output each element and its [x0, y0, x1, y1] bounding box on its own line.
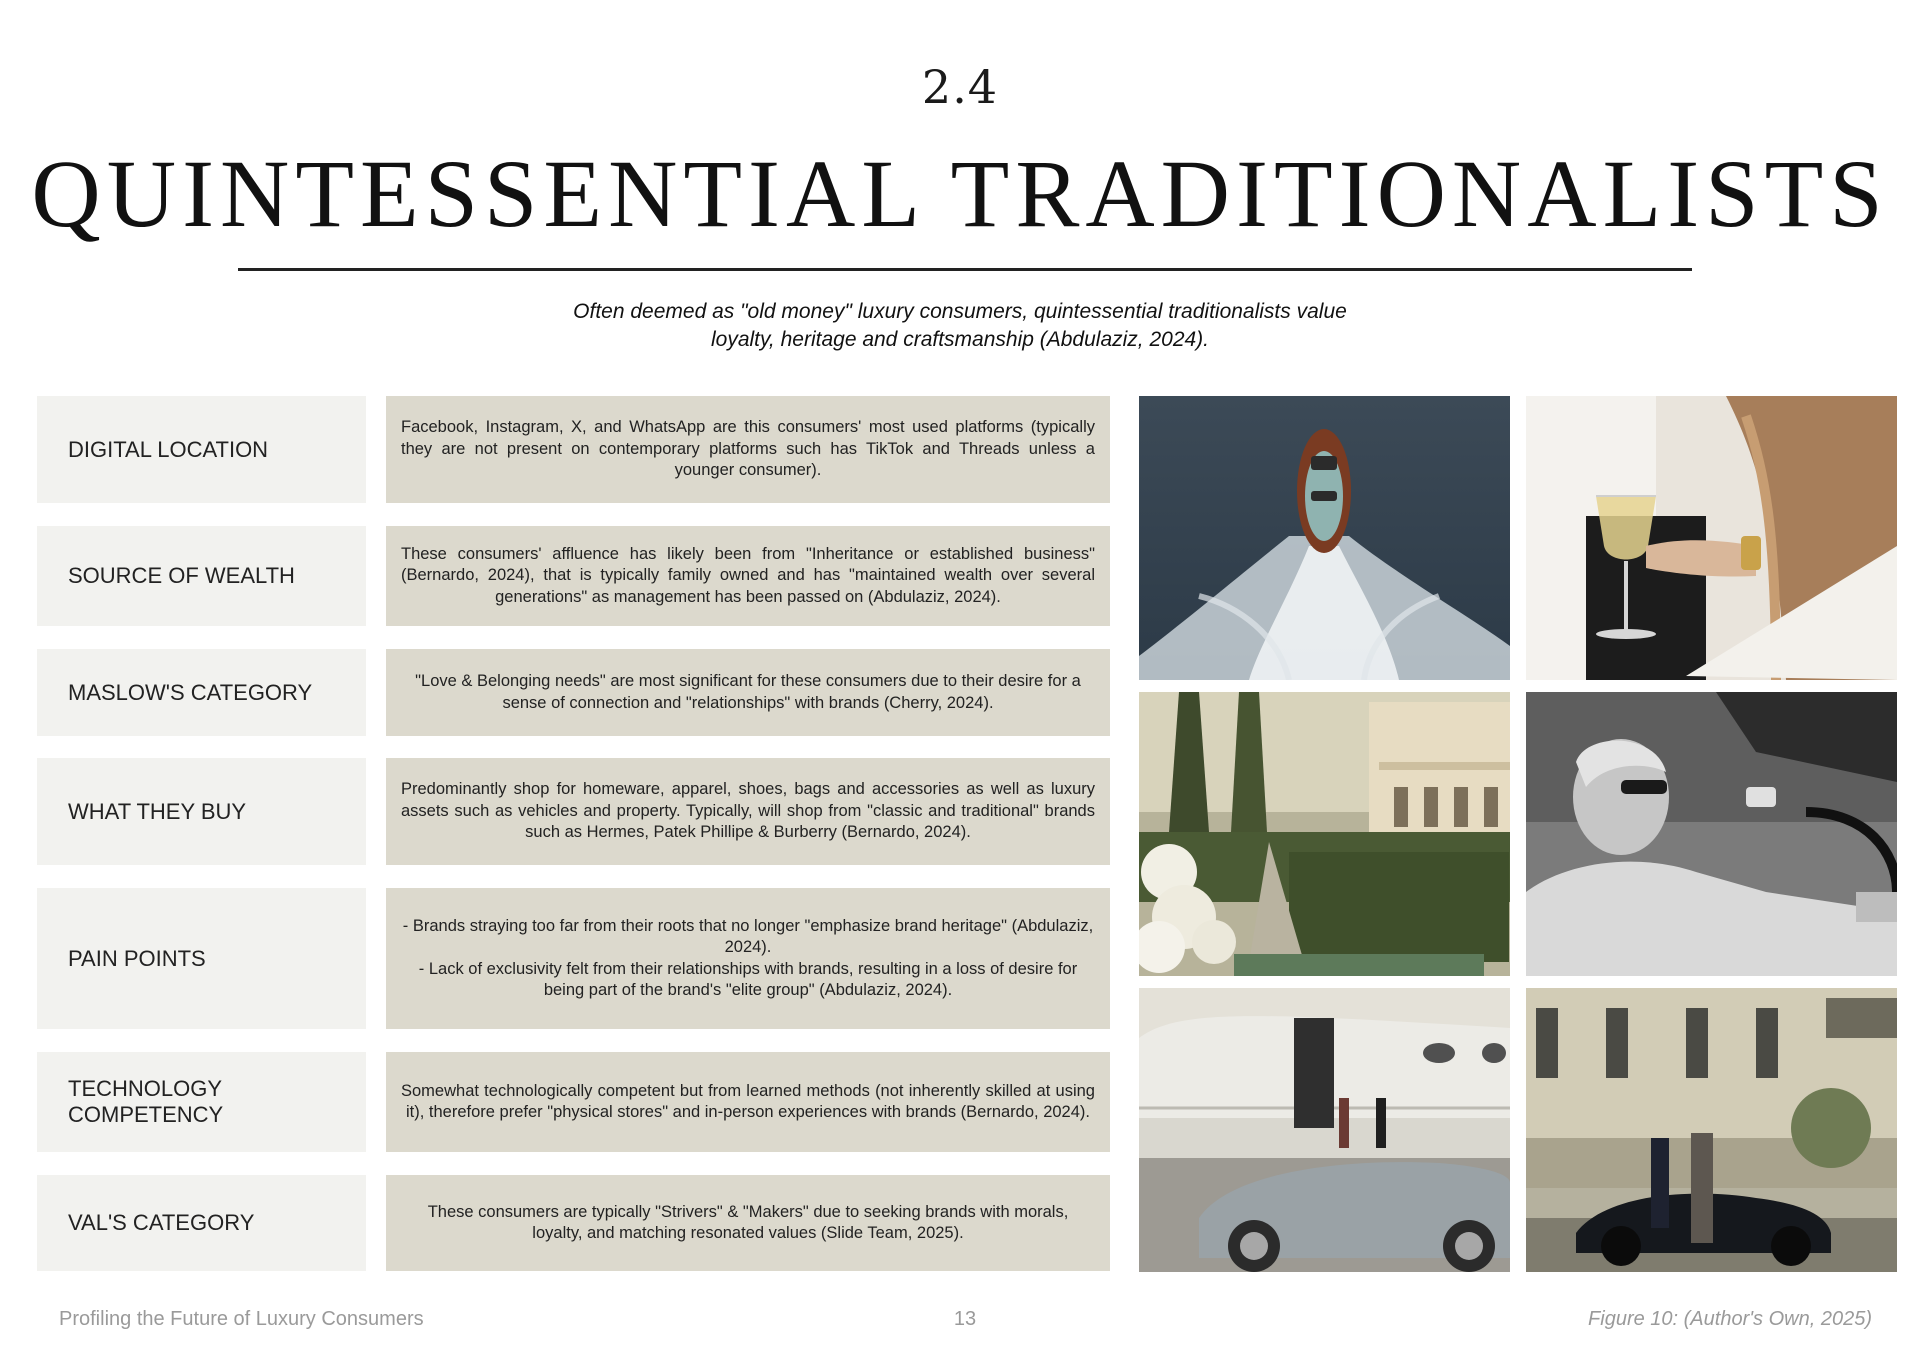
profile-row-digital-location: [37, 396, 1110, 503]
row-description-text: "Love & Belonging needs" are most significant for these consumers due to their desire for a sense of connection and "relationships" with brands (Cherry, 2024).: [415, 672, 1081, 712]
profile-row-what-they-buy: [37, 758, 1110, 865]
row-description-text: Facebook, Instagram, X, and WhatsApp are this consumers' most used platforms (typically they are not present on contemporary platforms such has TikTok and Threads unless a younger consumer).: [401, 418, 1095, 480]
row-description: [386, 758, 1110, 865]
page-subtitle: [460, 298, 1460, 354]
profile-row-pain-points: [37, 888, 1110, 1029]
photo-private-jet: [1139, 988, 1510, 1272]
row-label-line: COMPETENCY: [68, 1102, 224, 1127]
row-description: [386, 649, 1110, 736]
row-description-text: Predominantly shop for homeware, apparel, shoes, bags and accessories as well as luxury assets such as vehicles and property. Typically, will shop from "classic and traditional" brands such as Hermes, Patek Phillipe & Burberry (Bernardo, 2024).: [401, 780, 1095, 842]
driving-woman-image: [1526, 692, 1897, 976]
photo-speedboat: [1139, 396, 1510, 680]
row-label-line: TECHNOLOGY: [68, 1076, 223, 1101]
row-label: WHAT THEY BUY: [37, 758, 366, 865]
section-number: 2.4: [921, 60, 999, 114]
wine-glass-image: [1526, 396, 1897, 680]
profile-row-maslows-category: [37, 649, 1110, 736]
figure-caption: Figure 10: (Author's Own, 2025): [1588, 1308, 1872, 1330]
page-number: 13: [953, 1308, 977, 1330]
villa-garden-image: [1139, 692, 1510, 976]
subtitle-line: Often deemed as "old money" luxury consumers, quintessential traditionalists value: [573, 300, 1347, 323]
photo-driving-woman: [1526, 692, 1897, 976]
row-description: [386, 1052, 1110, 1152]
row-description-text: These consumers' affluence has likely been from "Inheritance or established business" (Bernardo, 2024), that is typically family owned and has "maintained wealth over several generations" as management has been passed on (Abdulaziz, 2024).: [401, 544, 1095, 606]
title-divider: [238, 268, 1692, 271]
row-description: [386, 888, 1110, 1029]
row-description: [386, 1175, 1110, 1271]
photo-villa-garden: [1139, 692, 1510, 976]
chateau-car-image: [1526, 988, 1897, 1272]
row-description-text: - Lack of exclusivity felt from their relationships with brands, resulting in a loss of desire for being part of the brand's "elite group" (Abdulaziz, 2024).: [418, 959, 1078, 999]
page-title: QUINTESSENTIAL TRADITIONALISTS: [31, 140, 1889, 247]
row-description: [386, 526, 1110, 626]
subtitle-line: loyalty, heritage and craftsmanship (Abdulaziz, 2024).: [710, 328, 1210, 351]
row-label: SOURCE OF WEALTH: [37, 526, 366, 626]
speedboat-image: [1139, 396, 1510, 680]
row-label: MASLOW'S CATEGORY: [37, 649, 366, 736]
photo-chateau-car: [1526, 988, 1897, 1272]
footer-document-title: Profiling the Future of Luxury Consumers: [59, 1308, 424, 1330]
profile-row-technology-competency: [37, 1052, 1110, 1152]
row-label: [37, 1052, 366, 1152]
row-description-text: Somewhat technologically competent but from learned methods (not inherently skilled at using it), therefore prefer "physical stores" and in-person experiences with brands (Bernardo, 2024).: [401, 1081, 1095, 1121]
row-label: DIGITAL LOCATION: [37, 396, 366, 503]
private-jet-image: [1139, 988, 1510, 1272]
profile-row-vals-category: [37, 1175, 1110, 1271]
row-description: [386, 396, 1110, 503]
row-description-text: - Brands straying too far from their roots that no longer "emphasize brand heritage" (Abdulaziz, 2024).: [402, 916, 1094, 956]
photo-wine-glass: [1526, 396, 1897, 680]
row-label: PAIN POINTS: [37, 888, 366, 1029]
row-label: VAL'S CATEGORY: [37, 1175, 366, 1271]
profile-row-source-of-wealth: [37, 526, 1110, 626]
row-description-text: These consumers are typically "Strivers" & "Makers" due to seeking brands with morals, loyalty, and matching resonated values (Slide Team, 2025).: [427, 1202, 1069, 1242]
